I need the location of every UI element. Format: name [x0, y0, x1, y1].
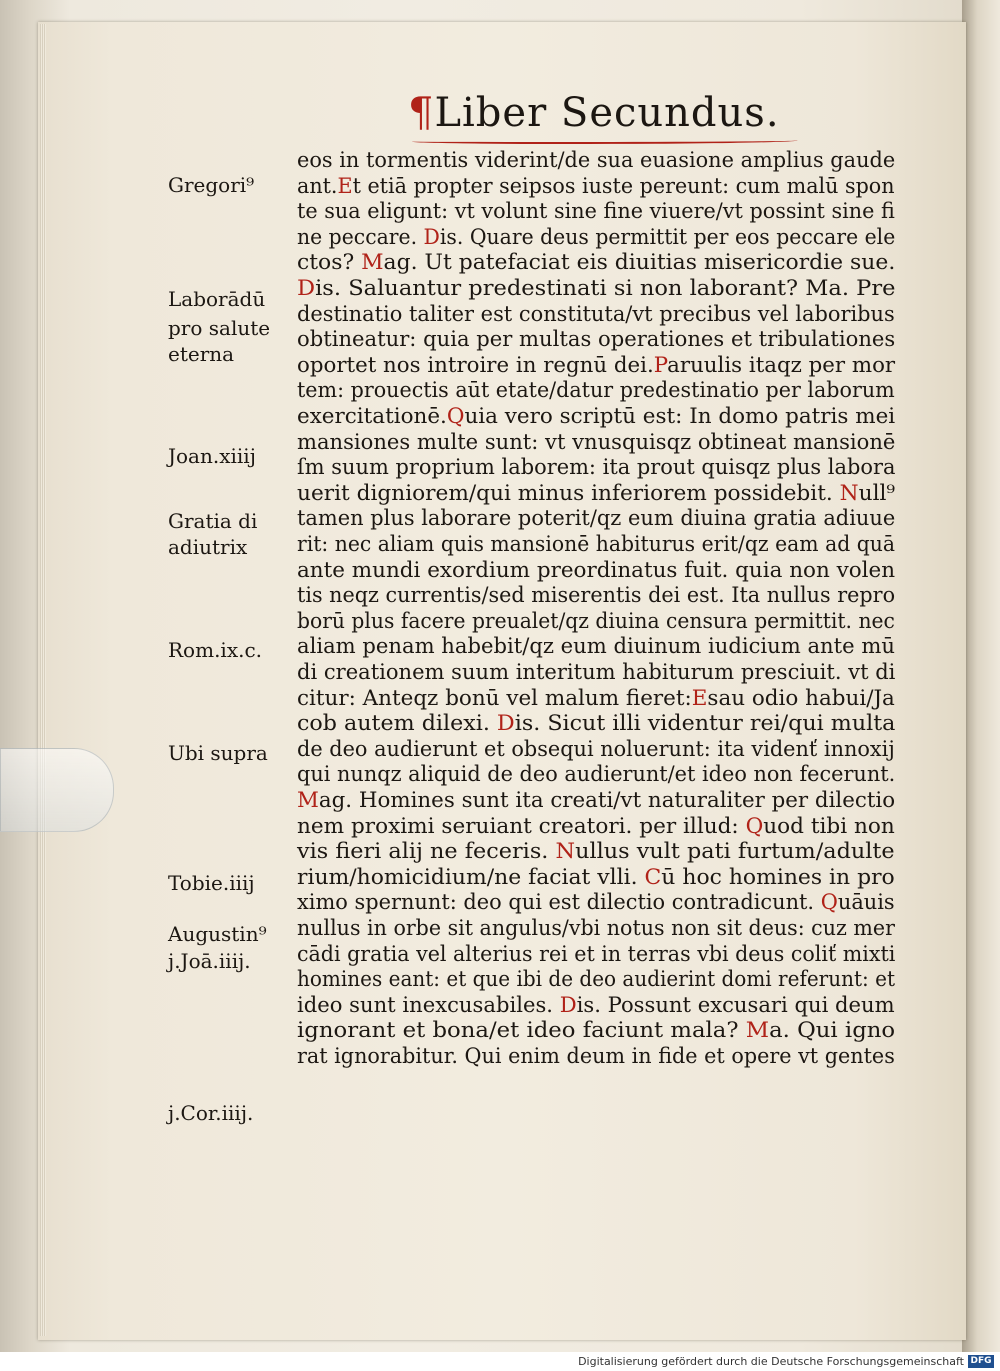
text-line: [297, 713, 895, 734]
text-segment: ante mundi exordium preordinatus fuit. quia non volen: [297, 557, 896, 582]
rubric-initial: D: [489, 711, 515, 736]
pilcrow-icon: ¶: [408, 90, 435, 136]
text-segment: sau odio habui/Ja: [707, 685, 895, 710]
text-segment: ull⁹: [858, 480, 896, 505]
margin-note: j.Cor.iiij.: [168, 1101, 254, 1125]
page-edge: [40, 24, 46, 1336]
text-segment: citur: Anteqz bonū vel malum fieret:: [297, 685, 692, 710]
header-title: Liber Secundus.: [434, 90, 780, 136]
text-segment: di creationem suum interitum habiturum presciuit. vt di: [297, 660, 896, 684]
text-line: [297, 352, 896, 377]
text-segment: exercitationē.: [297, 404, 447, 428]
text-segment: rat ignorabitur. Qui enim deum in fide et opere vt gentes: [297, 1044, 895, 1068]
text-segment: ignorant et bona/et ideo faciunt mala?: [297, 1018, 739, 1043]
margin-note: Ubi supra: [168, 741, 268, 765]
text-segment: ant.: [297, 173, 338, 198]
rubric-initial: N: [832, 480, 859, 505]
text-segment: is. Saluantur predestinati si non laborant? Ma. Pre: [315, 276, 896, 300]
rubric-initial: C: [637, 864, 662, 889]
text-line: [297, 918, 895, 939]
text-segment: uia vero scriptū est: In domo patris mei: [464, 404, 896, 428]
text-line: [297, 1046, 895, 1067]
text-segment: vis fieri alij ne feceris.: [297, 839, 549, 864]
text-line: [297, 941, 896, 966]
text-line: [297, 457, 895, 478]
margin-note: Gregori⁹: [168, 173, 255, 197]
text-line: [297, 557, 896, 582]
text-segment: ideo sunt inexcusabiles.: [297, 992, 553, 1017]
text-segment: rit: nec aliam quis mansionē habiturus erit/qz eam ad quā: [297, 532, 895, 556]
text-segment: cādi gratia vel alterius rei et in terras vbi deus coliť mixti: [297, 941, 896, 966]
rubric-initial: Q: [814, 890, 838, 915]
text-line: [297, 380, 895, 401]
book-gutter: [962, 0, 1000, 1352]
text-segment: aliam penam habebit/qz eum diuinum iudicium ante mū: [297, 634, 895, 659]
text-segment: te sua eligunt: vt volunt sine fine viuere/vt possint sine fi: [297, 199, 895, 224]
footer-bar: [0, 1352, 1000, 1371]
text-line: [297, 992, 895, 1017]
text-line: [297, 662, 895, 683]
rubric-initial: D: [417, 224, 440, 249]
rubric-initial: P: [653, 352, 668, 377]
text-line: [297, 636, 895, 657]
holding-strap: [0, 748, 114, 832]
rubric-initial: Q: [738, 813, 764, 838]
text-segment: ag. Ut patefaciat eis diuitias misericordie sue.: [383, 250, 896, 275]
rubric-initial: D: [297, 276, 316, 300]
text-segment: t etiā propter seipsos iuste pereunt: cum malū spon: [352, 173, 895, 198]
text-line: [297, 790, 895, 811]
text-segment: cob autem dilexi.: [297, 711, 490, 736]
text-segment: is. Sicut illi videntur rei/qui multa: [514, 711, 896, 736]
text-segment: uerit digniorem/qui minus inferiorem possidebit.: [297, 480, 833, 505]
rubric-initial: E: [691, 685, 708, 710]
text-segment: tamen plus laborare poterit/qz eum diuina gratia adiuue: [297, 506, 896, 531]
text-line: [297, 252, 895, 273]
text-line: [297, 1020, 895, 1041]
text-segment: uāuis: [837, 890, 895, 915]
margin-note: Tobie.iiij: [168, 871, 255, 895]
text-segment: nem proximi seruiant creatori. per illud:: [297, 813, 739, 838]
text-segment: tem: prouectis aūt etate/datur predestinatio per laborum: [297, 378, 895, 403]
text-line: [297, 969, 895, 990]
text-segment: oportet nos introire in regnū dei.: [297, 352, 654, 377]
rubric-initial: E: [337, 173, 353, 198]
text-line: [297, 534, 895, 555]
text-line: [297, 278, 895, 299]
text-segment: ctos?: [297, 250, 355, 275]
text-line: [297, 764, 895, 785]
text-segment: obtineatur: quia per multas operationes et tribulationes: [297, 327, 896, 352]
text-segment: a. Qui igno: [769, 1018, 896, 1043]
margin-note: Laborādū: [168, 287, 266, 311]
rubric-initial: D: [552, 992, 577, 1017]
text-segment: ullus vult pati furtum/adulte: [575, 839, 895, 864]
text-segment: ne peccare.: [297, 224, 418, 249]
margin-note: eterna: [168, 342, 235, 366]
text-line: [297, 813, 895, 838]
margin-note: Gratia di: [168, 509, 258, 533]
text-line: [297, 841, 895, 862]
footer-credit: Digitalisierung gefördert durch die Deutsche Forschungsgemeinschaft: [578, 1355, 964, 1368]
page-header: [408, 90, 780, 136]
text-line: [297, 608, 895, 633]
text-segment: homines eant: et que ibi de deo audierint domi referunt: et: [297, 967, 895, 992]
text-line: [297, 585, 895, 606]
text-segment: tis neqz currentis/sed miserentis dei est. Ita nullus repro: [297, 583, 896, 608]
dfg-logo: DFG: [968, 1355, 994, 1368]
text-segment: borū plus facere preualet/qz diuina censura permittit. nec: [297, 608, 895, 633]
text-line: [297, 329, 895, 350]
text-line: [297, 685, 895, 710]
text-line: [297, 406, 895, 427]
rubric-initial: M: [738, 1018, 770, 1043]
text-segment: mansiones multe sunt: vt vnusquisqz obtineat mansionē: [297, 429, 896, 454]
text-segment: de deo audierunt et obsequi noluerunt: ita videnť innoxij: [297, 736, 895, 761]
rubric-initial: M: [297, 788, 319, 812]
text-segment: ſm suum proprium laborem: ita prout quisqz plus labora: [297, 455, 896, 480]
text-segment: ximo spernunt: deo qui est dilectio contradicunt.: [297, 890, 815, 915]
text-segment: qui nunqz aliquid de deo audierunt/et ideo non fecerunt.: [297, 762, 896, 787]
text-line: [297, 864, 895, 889]
rubric-initial: Q: [446, 404, 465, 428]
margin-note: j.Joā.iiij.: [168, 949, 251, 973]
text-line: [297, 150, 895, 171]
margin-note: Rom.ix.c.: [168, 638, 263, 662]
text-segment: ū hoc homines in pro: [661, 864, 895, 889]
text-segment: is. Possunt excusari qui deum: [576, 992, 895, 1017]
text-line: [297, 480, 896, 505]
text-segment: uod tibi non: [763, 813, 895, 838]
margin-note: pro salute: [168, 316, 271, 340]
text-line: [297, 892, 895, 913]
text-line: [297, 201, 895, 222]
rubric-initial: M: [354, 250, 384, 275]
text-line: [297, 173, 895, 198]
text-line: [297, 429, 896, 454]
text-segment: aruulis itaqz per mor: [667, 352, 896, 377]
text-segment: is. Quare deus permittit per eos peccare ele: [439, 224, 896, 249]
text-segment: destinatio taliter est constituta/vt precibus vel laboribus: [297, 301, 895, 326]
text-segment: ag. Homines sunt ita creati/vt naturaliter per dilectio: [318, 788, 896, 812]
text-line: [297, 508, 895, 529]
rubric-initial: N: [548, 839, 576, 864]
text-line: [297, 224, 896, 249]
margin-note: Joan.xiiij: [168, 444, 256, 468]
text-segment: rium/homicidium/ne faciat vlli.: [297, 864, 638, 889]
margin-note: Augustin⁹: [168, 922, 267, 946]
text-segment: eos in tormentis viderint/de sua euasione amplius gaude: [297, 148, 896, 172]
text-line: [297, 736, 895, 761]
text-segment: nullus in orbe sit angulus/vbi notus non sit deus: cuz mer: [297, 916, 895, 940]
margin-note: adiutrix: [168, 535, 248, 559]
text-line: [297, 301, 895, 326]
